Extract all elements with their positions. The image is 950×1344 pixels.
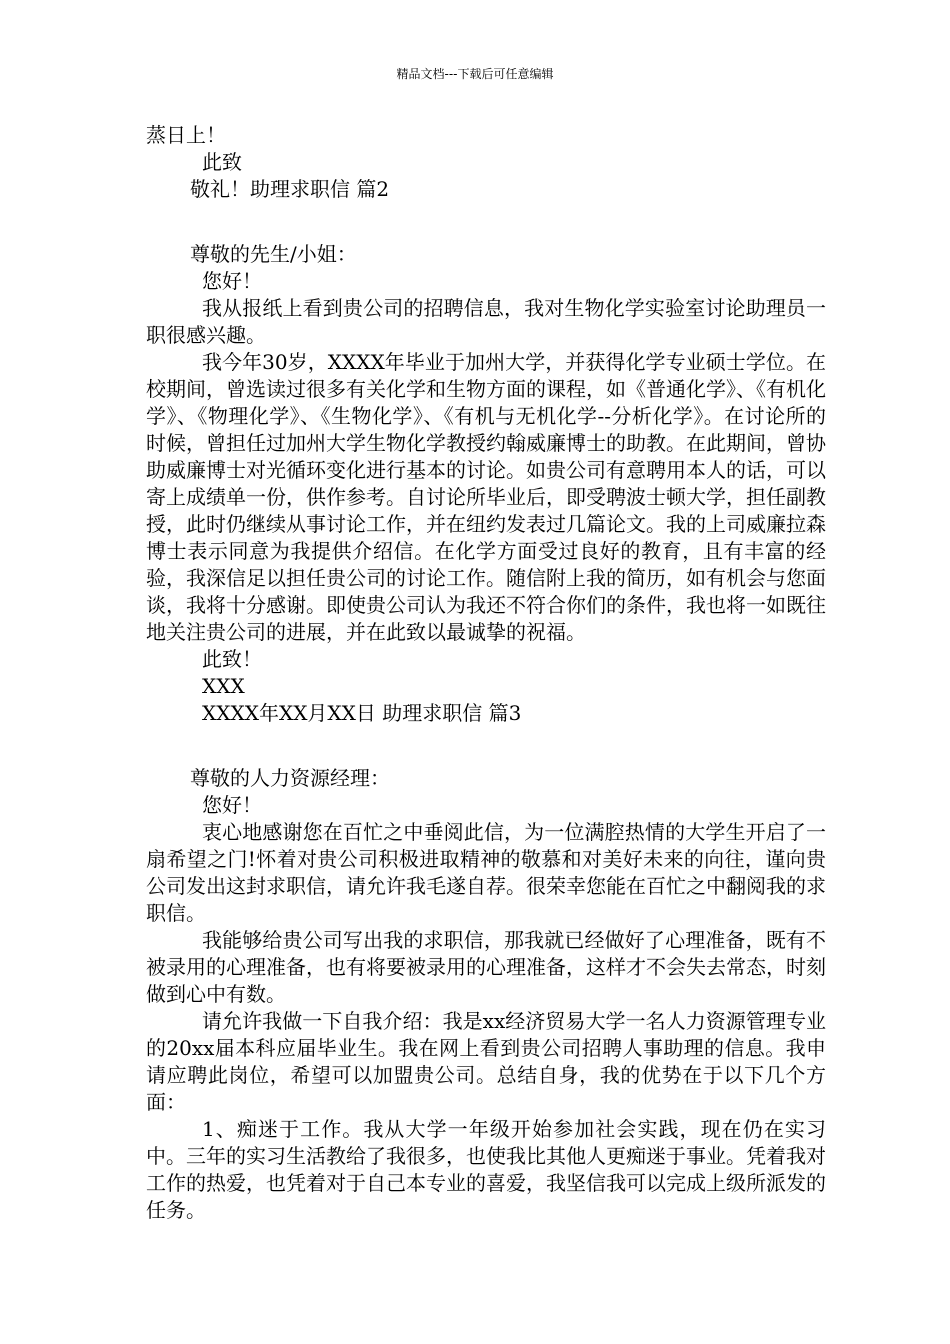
letter2-closing: 此致！ <box>202 647 262 671</box>
letter3-greeting: 您好！ <box>202 793 262 817</box>
regards-and-title-line: 敬礼！助理求职信 篇2 <box>190 177 390 201</box>
letter3-salutation: 尊敬的人力资源经理： <box>190 766 390 790</box>
spacer <box>146 727 826 765</box>
letter2-greeting: 您好！ <box>202 269 262 293</box>
letter3-paragraph-1: 衷心地感谢您在百忙之中垂阅此信，为一位满腔热情的大学生开启了一扇希望之门!怀着对贵公司积极进取精神的敬慕和对美好未来的向往，谨向贵公司发出这封求职信，请允许我毛遂自荐。很荣幸您能在百忙之中翻阅我的求职信。 <box>146 820 826 925</box>
continuation-line: 蒸日上！ <box>146 123 226 147</box>
letter2-date-and-next-title: XXXX年XX月XX日 助理求职信 篇3 <box>202 701 522 725</box>
letter2-salutation: 尊敬的先生/小姐： <box>190 242 357 266</box>
letter2-signature: XXX <box>202 674 245 698</box>
closing-line: 此致 <box>202 150 242 174</box>
letter3-paragraph-4: 1、痴迷于工作。我从大学一年级开始参加社会实践，现在仍在实习中。三年的实习生活教给了我很多，也使我比其他人更痴迷于事业。凭着我对工作的热爱，也凭着对于自己本专业的喜爱，我坚信我可以完成上级所派发的任务。 <box>146 1117 826 1222</box>
document-body <box>146 122 826 1224</box>
letter3-paragraph-3: 请允许我做一下自我介绍：我是xx经济贸易大学一名人力资源管理专业的20xx届本科应届毕业生。我在网上看到贵公司招聘人事助理的信息。我申请应聘此岗位，希望可以加盟贵公司。总结自身，我的优势在于以下几个方面： <box>146 1009 826 1114</box>
page-header: 精品文档---下载后可任意编辑 <box>396 67 554 81</box>
spacer <box>146 203 826 241</box>
letter3-paragraph-2: 我能够给贵公司写出我的求职信，那我就已经做好了心理准备，既有不被录用的心理准备，也有将要被录用的心理准备，这样才不会失去常态，时刻做到心中有数。 <box>146 928 826 1006</box>
letter2-paragraph-1: 我从报纸上看到贵公司的招聘信息，我对生物化学实验室讨论助理员一职很感兴趣。 <box>146 296 826 347</box>
letter2-paragraph-2: 我今年30岁，XXXX年毕业于加州大学，并获得化学专业硕士学位。在校期间，曾选读过很多有关化学和生物方面的课程，如《普通化学》、《有机化学》、《物理化学》、《生物化学》、《有机与无机化学--分析化学》。在讨论所的时候，曾担任过加州大学生物化学教授约翰威廉博士的助教。在此期间，曾协助威廉博士对光循环变化进行基本的讨论。如贵公司有意聘用本人的话，可以寄上成绩单一份，供作参考。自讨论所毕业后，即受聘波士顿大学，担任副教授，此时仍继续从事讨论工作，并在纽约发表过几篇论文。我的上司威廉拉森博士表示同意为我提供介绍信。在化学方面受过良好的教育，且有丰富的经验，我深信足以担任贵公司的讨论工作。随信附上我的简历，如有机会与您面谈，我将十分感谢。即使贵公司认为我还不符合你们的条件，我也将一如既往地关注贵公司的进展，并在此致以最诚挚的祝福。 <box>146 350 826 644</box>
